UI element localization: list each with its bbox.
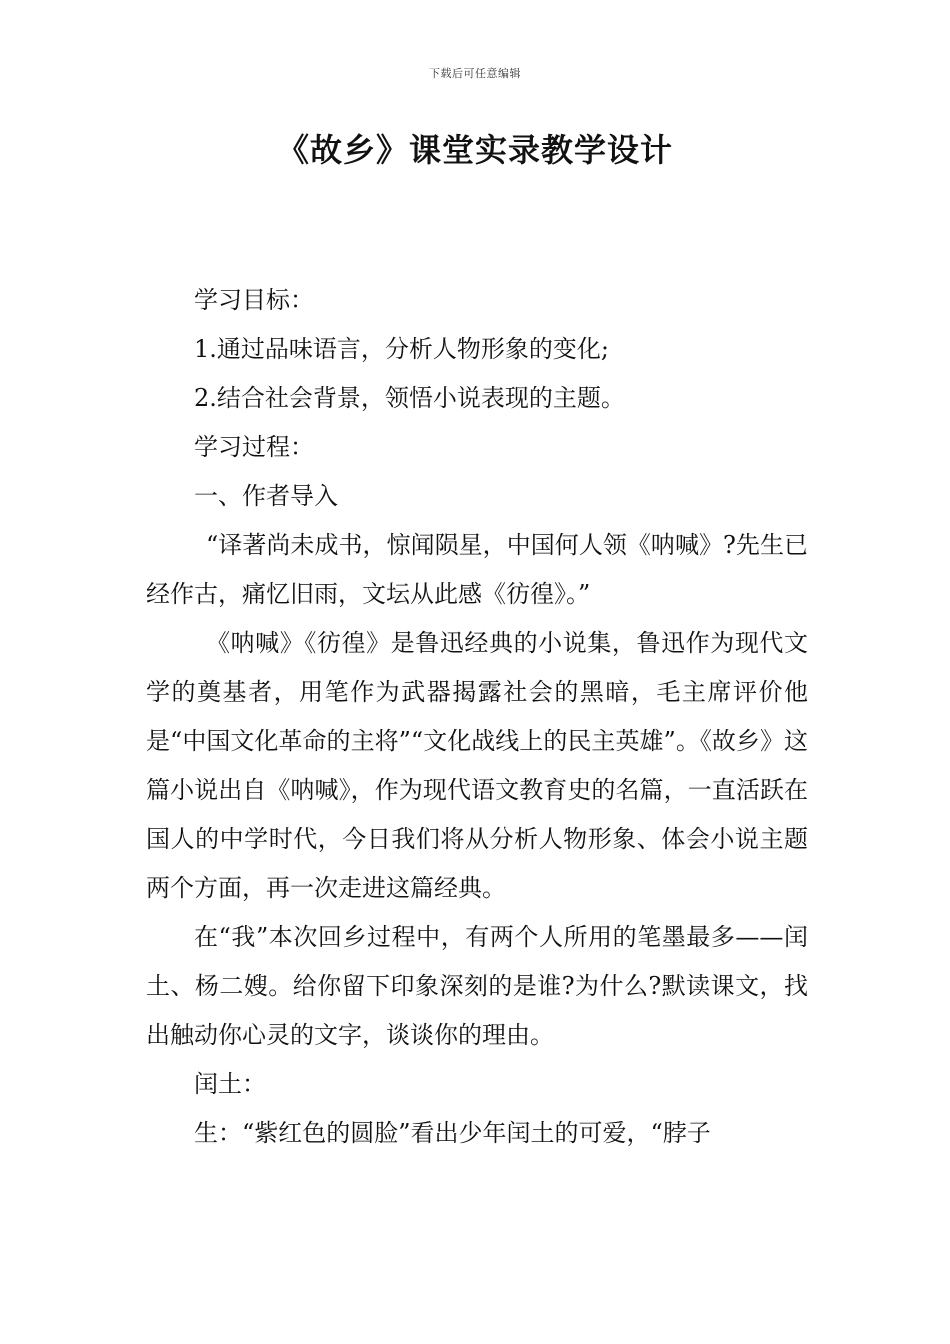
paragraph: 在“我”本次回乡过程中，有两个人所用的笔墨最多——闰土、杨二嫂。给你留下印象深刻的是谁?为什么?默读课文，找出触动你心灵的文字，谈谈你的理由。 <box>146 923 808 1049</box>
paragraph: 2.结合社会背景，领悟小说表现的主题。 <box>194 384 625 412</box>
paragraph: 1.通过品味语言，分析人物形象的变化; <box>194 335 609 363</box>
paragraph: 学习目标： <box>194 286 314 314</box>
document-title: 《故乡》课堂实录教学设计 <box>276 131 673 169</box>
paragraph: 闰土： <box>194 1070 266 1098</box>
paragraph: “译著尚未成书，惊闻陨星，中国何人领《呐喊》?先生已经作古，痛忆旧雨，文坛从此感《彷徨》。” <box>146 531 808 608</box>
paragraph: 学习过程： <box>194 433 314 461</box>
paragraph: 一、作者导入 <box>194 482 338 510</box>
header-note: 下载后可任意编辑 <box>429 67 521 80</box>
paragraph: 生：“紫红色的圆脸”看出少年闰土的可爱，“脖子 <box>194 1119 711 1147</box>
document-body <box>146 276 808 1158</box>
paragraph: 《呐喊》《彷徨》是鲁迅经典的小说集，鲁迅作为现代文学的奠基者，用笔作为武器揭露社会的黑暗，毛主席评价他是“中国文化革命的主将”“文化战线上的民主英雄”。《故乡》这篇小说出自《呐喊》，作为现代语文教育史的名篇，一直活跃在国人的中学时代，今日我们将从分析人物形象、体会小说主题两个方面，再一次走进这篇经典。 <box>146 629 808 902</box>
